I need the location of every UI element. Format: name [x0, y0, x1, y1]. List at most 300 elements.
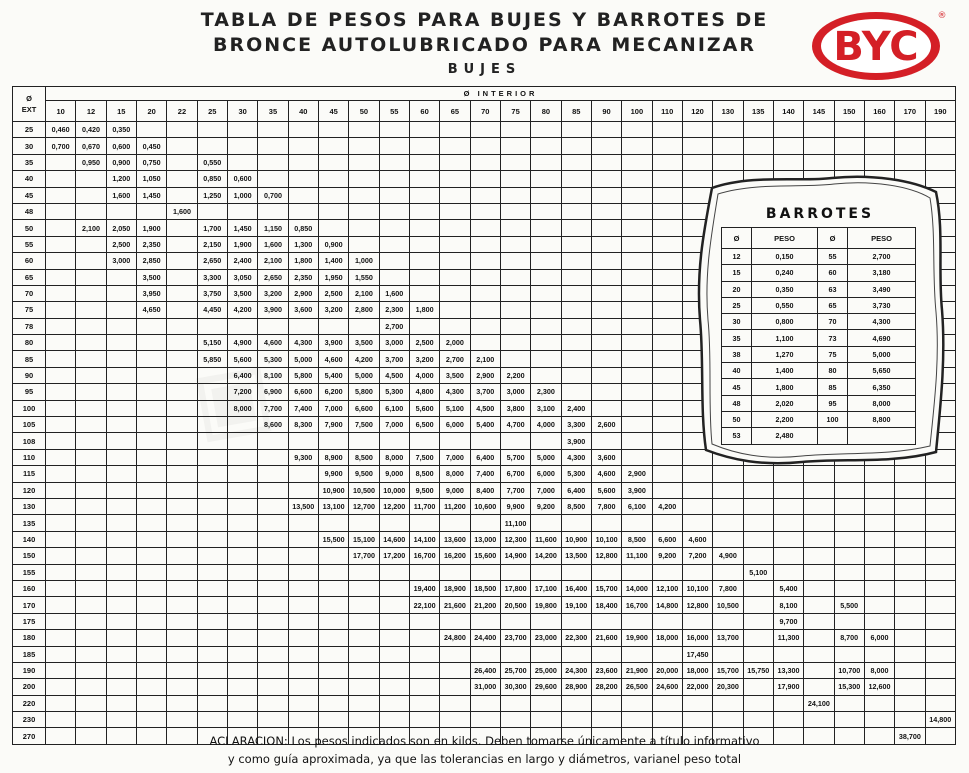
weight-cell — [167, 580, 197, 596]
weight-cell: 15,600 — [470, 548, 500, 564]
weight-cell — [106, 646, 136, 662]
logo-text: BYC — [833, 24, 919, 70]
weight-cell — [500, 564, 530, 580]
barrotes-diameter: 73 — [818, 330, 848, 346]
weight-cell: 0,850 — [197, 171, 227, 187]
weight-cell — [440, 187, 470, 203]
barrotes-row — [722, 314, 916, 330]
barrotes-diameter: 55 — [818, 249, 848, 265]
weight-cell: 7,000 — [318, 400, 348, 416]
weight-cell: 10,600 — [470, 498, 500, 514]
weight-cell — [531, 236, 561, 252]
barrotes-weight: 8,800 — [848, 411, 916, 427]
weight-cell — [409, 187, 439, 203]
weight-cell: 0,850 — [288, 220, 318, 236]
weight-cell — [925, 138, 956, 154]
weight-cell — [622, 564, 652, 580]
weight-cell — [318, 515, 348, 531]
weight-cell — [713, 531, 743, 547]
weight-cell: 2,400 — [561, 400, 591, 416]
weight-cell — [622, 253, 652, 269]
weight-cell: 7,000 — [531, 482, 561, 498]
weight-cell — [804, 646, 834, 662]
weight-cell: 4,600 — [591, 466, 621, 482]
weight-cell — [106, 498, 136, 514]
weight-cell — [409, 269, 439, 285]
weight-cell: 2,500 — [106, 236, 136, 252]
weight-cell: 2,400 — [227, 253, 257, 269]
weight-cell — [531, 335, 561, 351]
weight-cell — [470, 564, 500, 580]
weight-cell: 5,300 — [258, 351, 288, 367]
weight-cell: 6,900 — [258, 384, 288, 400]
weight-cell — [318, 548, 348, 564]
weight-cell — [288, 482, 318, 498]
weight-cell — [834, 154, 864, 170]
weight-cell: 18,000 — [682, 662, 712, 678]
weight-cell: 20,500 — [500, 597, 530, 613]
weight-cell — [773, 695, 803, 711]
weight-cell: 3,100 — [531, 400, 561, 416]
weight-cell — [531, 712, 561, 728]
weight-cell — [76, 449, 106, 465]
weight-cell: 22,300 — [561, 630, 591, 646]
weight-cell — [652, 318, 682, 334]
weight-cell — [561, 515, 591, 531]
weight-cell — [46, 498, 76, 514]
weight-cell: 3,900 — [561, 433, 591, 449]
weight-cell — [106, 564, 136, 580]
weight-cell — [349, 662, 379, 678]
weight-cell — [136, 564, 166, 580]
weight-cell — [288, 154, 318, 170]
weight-cell — [106, 318, 136, 334]
weight-cell — [561, 302, 591, 318]
interior-size: 150 — [834, 101, 864, 122]
weight-cell — [76, 498, 106, 514]
weight-cell: 16,200 — [440, 548, 470, 564]
weight-cell — [743, 580, 773, 596]
interior-size: 110 — [652, 101, 682, 122]
weight-cell — [46, 613, 76, 629]
weight-cell — [349, 597, 379, 613]
weight-cell — [167, 466, 197, 482]
table-row — [13, 662, 956, 678]
weight-cell: 6,000 — [864, 630, 894, 646]
weight-cell: 21,600 — [440, 597, 470, 613]
weight-cell — [76, 351, 106, 367]
ext-diameter: 115 — [13, 466, 46, 482]
weight-cell — [318, 203, 348, 219]
weight-cell — [76, 335, 106, 351]
weight-cell: 15,700 — [713, 662, 743, 678]
barrotes-diameter — [818, 428, 848, 444]
weight-cell — [531, 171, 561, 187]
table-row — [13, 613, 956, 629]
weight-cell — [46, 466, 76, 482]
barrotes-weight: 2,700 — [848, 249, 916, 265]
weight-cell — [76, 318, 106, 334]
weight-cell: 0,350 — [106, 122, 136, 138]
weight-cell — [652, 236, 682, 252]
barrotes-diameter: 45 — [722, 379, 752, 395]
barrotes-diameter: 40 — [722, 363, 752, 379]
weight-cell — [561, 236, 591, 252]
weight-cell — [167, 679, 197, 695]
weight-cell: 6,400 — [561, 482, 591, 498]
weight-cell — [106, 384, 136, 400]
barrotes-weight: 5,000 — [848, 346, 916, 362]
weight-cell: 3,900 — [258, 302, 288, 318]
weight-cell: 3,000 — [106, 253, 136, 269]
weight-cell — [591, 695, 621, 711]
weight-cell — [470, 203, 500, 219]
weight-cell: 15,100 — [349, 531, 379, 547]
weight-cell — [167, 597, 197, 613]
weight-cell — [46, 580, 76, 596]
weight-cell — [379, 236, 409, 252]
weight-cell: 17,900 — [773, 679, 803, 695]
ext-diameter: 270 — [13, 728, 46, 744]
weight-cell: 14,800 — [652, 597, 682, 613]
weight-cell — [561, 335, 591, 351]
weight-cell: 18,000 — [652, 630, 682, 646]
weight-cell — [622, 351, 652, 367]
weight-cell — [46, 531, 76, 547]
weight-cell — [46, 253, 76, 269]
ext-diameter: 45 — [13, 187, 46, 203]
weight-cell — [227, 679, 257, 695]
weight-cell: 1,600 — [258, 236, 288, 252]
weight-cell: 2,800 — [349, 302, 379, 318]
weight-cell — [197, 597, 227, 613]
weight-cell: 8,500 — [349, 449, 379, 465]
barrotes-table — [721, 227, 916, 445]
barrotes-weight: 2,020 — [752, 395, 818, 411]
table-row — [13, 564, 956, 580]
weight-cell: 4,300 — [561, 449, 591, 465]
weight-cell — [682, 712, 712, 728]
weight-cell — [167, 515, 197, 531]
table-row — [13, 154, 956, 170]
weight-cell — [622, 236, 652, 252]
weight-cell: 4,000 — [531, 417, 561, 433]
weight-cell — [531, 154, 561, 170]
weight-cell — [288, 466, 318, 482]
weight-cell — [258, 482, 288, 498]
weight-cell — [500, 285, 530, 301]
weight-cell — [197, 318, 227, 334]
weight-cell: 1,200 — [106, 171, 136, 187]
weight-cell — [713, 712, 743, 728]
weight-cell — [167, 400, 197, 416]
weight-cell — [622, 613, 652, 629]
barrotes-title: BARROTES — [765, 206, 875, 222]
weight-cell — [531, 695, 561, 711]
weight-cell: 8,500 — [561, 498, 591, 514]
weight-cell — [864, 548, 894, 564]
weight-cell — [804, 712, 834, 728]
weight-cell — [349, 580, 379, 596]
weight-cell — [440, 515, 470, 531]
weight-cell — [197, 433, 227, 449]
weight-cell: 11,300 — [773, 630, 803, 646]
weight-cell — [743, 482, 773, 498]
weight-cell — [258, 580, 288, 596]
weight-cell: 1,700 — [197, 220, 227, 236]
weight-cell — [895, 695, 925, 711]
weight-cell — [318, 646, 348, 662]
weight-cell — [440, 171, 470, 187]
weight-cell — [652, 367, 682, 383]
weight-cell — [167, 253, 197, 269]
weight-cell — [167, 335, 197, 351]
weight-cell: 2,300 — [379, 302, 409, 318]
weight-cell — [318, 171, 348, 187]
ext-diameter: 95 — [13, 384, 46, 400]
weight-cell — [197, 482, 227, 498]
weight-cell — [46, 384, 76, 400]
weight-cell — [804, 515, 834, 531]
weight-cell — [804, 122, 834, 138]
weight-cell — [46, 449, 76, 465]
table-row — [13, 548, 956, 564]
weight-cell — [318, 695, 348, 711]
weight-cell — [531, 367, 561, 383]
weight-cell — [591, 220, 621, 236]
weight-cell — [227, 515, 257, 531]
weight-cell: 4,650 — [136, 302, 166, 318]
interior-size: 140 — [773, 101, 803, 122]
weight-cell — [652, 285, 682, 301]
weight-cell: 4,600 — [318, 351, 348, 367]
weight-cell: 17,200 — [379, 548, 409, 564]
weight-cell: 3,700 — [379, 351, 409, 367]
weight-cell — [743, 646, 773, 662]
weight-cell: 38,700 — [895, 728, 925, 744]
weight-cell — [470, 253, 500, 269]
weight-cell: 4,600 — [258, 335, 288, 351]
weight-cell — [136, 203, 166, 219]
weight-cell — [531, 302, 561, 318]
weight-cell: 30,300 — [500, 679, 530, 695]
weight-cell — [227, 482, 257, 498]
ext-diameter: 135 — [13, 515, 46, 531]
weight-cell: 9,900 — [500, 498, 530, 514]
weight-cell — [622, 384, 652, 400]
weight-cell — [500, 236, 530, 252]
barrotes-diameter: 25 — [722, 297, 752, 313]
weight-cell — [288, 646, 318, 662]
weight-cell — [288, 679, 318, 695]
weight-cell — [834, 580, 864, 596]
weight-cell — [197, 580, 227, 596]
weight-cell — [500, 318, 530, 334]
weight-cell — [288, 662, 318, 678]
weight-cell — [288, 531, 318, 547]
weight-cell — [167, 171, 197, 187]
weight-cell — [349, 203, 379, 219]
weight-cell — [106, 335, 136, 351]
weight-cell — [106, 351, 136, 367]
weight-cell — [500, 187, 530, 203]
weight-cell: 6,400 — [227, 367, 257, 383]
weight-cell: 24,800 — [440, 630, 470, 646]
barrotes-diameter: 75 — [818, 346, 848, 362]
weight-cell — [167, 613, 197, 629]
weight-cell — [440, 646, 470, 662]
weight-cell: 10,700 — [834, 662, 864, 678]
weight-cell — [409, 515, 439, 531]
barrotes-row — [722, 379, 916, 395]
weight-cell — [288, 613, 318, 629]
weight-cell — [46, 433, 76, 449]
weight-cell: 10,000 — [379, 482, 409, 498]
ext-diameter: 90 — [13, 367, 46, 383]
weight-cell: 22,000 — [682, 679, 712, 695]
weight-cell — [591, 269, 621, 285]
weight-cell — [46, 187, 76, 203]
weight-cell: 3,000 — [500, 384, 530, 400]
weight-cell — [76, 630, 106, 646]
weight-cell — [834, 712, 864, 728]
weight-cell — [258, 695, 288, 711]
weight-cell — [470, 646, 500, 662]
weight-cell — [197, 613, 227, 629]
interior-size: 160 — [864, 101, 894, 122]
weight-cell — [76, 679, 106, 695]
interior-sizes-row — [13, 101, 956, 122]
weight-cell — [318, 712, 348, 728]
weight-cell — [379, 122, 409, 138]
weight-cell: 21,600 — [591, 630, 621, 646]
weight-cell — [773, 498, 803, 514]
weight-cell — [500, 712, 530, 728]
weight-cell: 4,500 — [470, 400, 500, 416]
weight-cell — [318, 580, 348, 596]
weight-cell: 20,000 — [652, 662, 682, 678]
weight-cell — [258, 712, 288, 728]
weight-cell — [167, 564, 197, 580]
interior-size: 40 — [288, 101, 318, 122]
weight-cell: 8,900 — [318, 449, 348, 465]
weight-cell — [561, 253, 591, 269]
weight-cell: 2,200 — [500, 367, 530, 383]
weight-cell — [379, 269, 409, 285]
weight-cell — [46, 285, 76, 301]
weight-cell — [46, 630, 76, 646]
weight-cell — [743, 515, 773, 531]
weight-cell: 6,500 — [409, 417, 439, 433]
weight-cell — [167, 367, 197, 383]
weight-cell — [713, 613, 743, 629]
ext-diameter: 220 — [13, 695, 46, 711]
weight-cell — [46, 351, 76, 367]
weight-cell: 8,400 — [470, 482, 500, 498]
weight-cell — [864, 564, 894, 580]
weight-cell — [622, 400, 652, 416]
weight-cell: 24,300 — [561, 662, 591, 678]
weight-cell — [227, 203, 257, 219]
barrotes-diameter: 48 — [722, 395, 752, 411]
weight-cell: 7,200 — [682, 548, 712, 564]
weight-cell — [500, 302, 530, 318]
weight-cell — [500, 335, 530, 351]
byc-logo — [808, 8, 948, 84]
weight-cell — [197, 531, 227, 547]
interior-size: 15 — [106, 101, 136, 122]
weight-cell: 5,000 — [349, 367, 379, 383]
barrotes-diameter: 70 — [818, 314, 848, 330]
weight-cell — [167, 351, 197, 367]
weight-cell — [743, 138, 773, 154]
weight-cell: 14,900 — [500, 548, 530, 564]
barrotes-weight: 3,730 — [848, 297, 916, 313]
weight-cell — [106, 712, 136, 728]
weight-cell — [136, 646, 166, 662]
weight-cell — [561, 351, 591, 367]
weight-cell — [379, 564, 409, 580]
barrotes-row — [722, 346, 916, 362]
barrotes-diameter: 35 — [722, 330, 752, 346]
weight-cell — [46, 302, 76, 318]
weight-cell — [136, 662, 166, 678]
weight-cell — [136, 597, 166, 613]
weight-cell: 12,600 — [864, 679, 894, 695]
weight-cell — [167, 318, 197, 334]
weight-cell: 19,800 — [531, 597, 561, 613]
weight-cell — [106, 613, 136, 629]
weight-cell: 17,100 — [531, 580, 561, 596]
weight-cell — [652, 466, 682, 482]
ext-diameter: 78 — [13, 318, 46, 334]
weight-cell — [500, 154, 530, 170]
interior-label: Ø INTERIOR — [46, 87, 956, 101]
weight-cell — [409, 138, 439, 154]
interior-size: 45 — [318, 101, 348, 122]
weight-cell — [895, 548, 925, 564]
weight-cell: 12,200 — [379, 498, 409, 514]
weight-cell — [167, 498, 197, 514]
weight-cell — [258, 548, 288, 564]
weight-cell — [379, 171, 409, 187]
weight-cell — [864, 531, 894, 547]
weight-cell — [409, 630, 439, 646]
weight-cell: 17,700 — [349, 548, 379, 564]
weight-cell: 8,500 — [622, 531, 652, 547]
barrotes-diameter: 15 — [722, 265, 752, 281]
weight-cell: 5,400 — [470, 417, 500, 433]
weight-cell — [136, 580, 166, 596]
weight-cell: 6,000 — [531, 466, 561, 482]
weight-cell — [531, 285, 561, 301]
weight-cell — [379, 646, 409, 662]
weight-cell: 4,000 — [409, 367, 439, 383]
interior-size: 22 — [167, 101, 197, 122]
weight-cell: 2,700 — [379, 318, 409, 334]
weight-cell: 15,300 — [834, 679, 864, 695]
weight-cell — [379, 712, 409, 728]
weight-cell — [136, 531, 166, 547]
weight-cell: 13,000 — [470, 531, 500, 547]
weight-cell: 9,500 — [409, 482, 439, 498]
barrotes-weight: 4,300 — [848, 314, 916, 330]
weight-cell: 7,000 — [440, 449, 470, 465]
weight-cell — [652, 564, 682, 580]
weight-cell — [622, 515, 652, 531]
weight-cell — [773, 482, 803, 498]
weight-cell — [76, 203, 106, 219]
